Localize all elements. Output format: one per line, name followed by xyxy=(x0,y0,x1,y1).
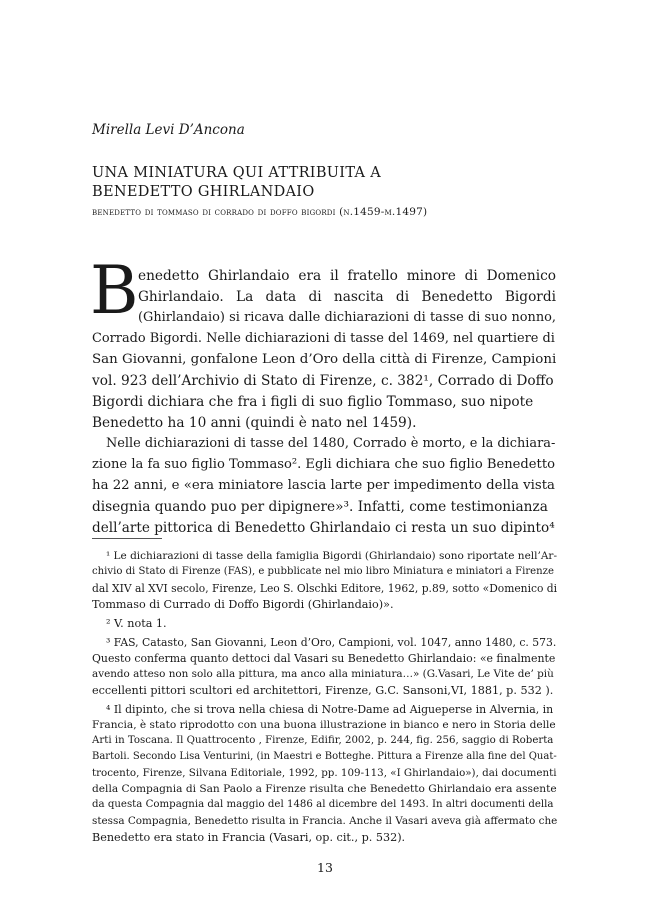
body-line: Nelle dichiarazioni di tasse del 1480, Corrado è morto, e la dichiara- xyxy=(106,436,556,451)
footnote-separator xyxy=(92,538,162,539)
footnote-line: ³ FAS, Catasto, San Giovanni, Leon d’Oro, Campioni, vol. 1047, anno 1480, c. 573. xyxy=(106,636,557,649)
footnote-line: trocento, Firenze, Silvana Editoriale, 1992, pp. 109-113, «I Ghirlandaio»), dai documenti xyxy=(92,767,557,779)
article-title-line-1: UNA MINIATURA QUI ATTRIBUITA A xyxy=(92,165,381,181)
page-number: 13 xyxy=(317,860,333,875)
body-line: San Giovanni, gonfalone Leon d’Oro della città di Firenze, Campioni xyxy=(92,352,557,367)
footnote-line: Francia, è stato riprodotto con una buona illustrazione in bianco e nero in Storia delle xyxy=(92,719,556,731)
footnote-line: chivio di Stato di Firenze (FAS), e pubblicate nel mio libro Miniatura e miniatori a Firenze xyxy=(92,566,554,577)
footnote-line: Questo conferma quanto dettoci dal Vasari su Benedetto Ghirlandaio: «e finalmente xyxy=(92,652,556,665)
body-line: Bigordi dichiara che fra i figli di suo figlio Tommaso, suo nipote xyxy=(92,394,534,410)
footnote-line: ² V. nota 1. xyxy=(106,617,167,630)
footnote-line: ⁴ Il dipinto, che si trova nella chiesa di Notre-Dame ad Aiguеperse in Alvernia, in xyxy=(106,703,554,716)
body-line: zione la fa suo figlio Tommaso². Egli dichiara che suo figlio Benedetto xyxy=(92,457,555,472)
article-title-line-2: BENEDETTO GHIRLANDAIO xyxy=(92,184,315,200)
footnote-line: della Compagnia di San Paolo a Firenze risulta che Benedetto Ghirlandaio era assente xyxy=(92,783,557,795)
body-line: disegnia quando puo per dipignere»³. Infatti, come testimonianza xyxy=(92,499,548,515)
body-line: enedetto Ghirlandaio era il fratello minore di Domenico xyxy=(138,268,556,284)
footnote-line: da questa Compagnia dal maggio del 1486 al dicembre del 1493. In altri documenti della xyxy=(92,799,554,810)
footnote-line: Tommaso di Currado di Doffo Bigordi (Ghirlandaio)». xyxy=(92,598,394,611)
body-line: ha 22 anni, e «era miniatore lascia larte per impedimento della vista xyxy=(92,478,555,493)
footnote-line: Arti in Toscana. Il Quattrocento , Firenze, Edifir, 2002, p. 244, fig. 256, saggio di Roberta xyxy=(92,735,554,746)
author-name: Mirella Levi D’Ancona xyxy=(92,122,245,138)
footnote-line: Benedetto era stato in Francia (Vasari, op. cit., p. 532). xyxy=(92,831,406,844)
body-line: Corrado Bigordi. Nelle dichiarazioni di tasse del 1469, nel quartiere di xyxy=(92,331,555,346)
footnote-line: ¹ Le dichiarazioni di tasse della famiglia Bigordi (Ghirlandaio) sono riportate nell’Ar- xyxy=(106,550,557,562)
footnote-line: stessa Compagnia, Benedetto risulta in Francia. Anche il Vasari aveva già affermato che xyxy=(92,815,558,827)
drop-cap: B xyxy=(90,252,139,329)
footnote-line: dal XIV al XVI secolo, Firenze, Leo S. Olschki Editore, 1962, p.89, sotto «Domenico di xyxy=(92,582,558,595)
footnote-line: Bartoli. Secondo Lisa Venturini, (in Maestri e Botteghe. Pittura a Firenze alla fine del Quat- xyxy=(92,751,557,762)
article-subtitle: benedetto di tommaso di corrado di doffo bigordi (n.1459-m.1497) xyxy=(92,206,428,218)
body-line: (Ghirlandaio) si ricava dalle dichiarazioni di tasse di suo nonno, xyxy=(138,310,556,325)
footnote-line: eccellenti pittori scultori ed architettori, Firenze, G.C. Sansoni,VI, 1881, p. 532 ). xyxy=(92,684,554,697)
footnote-line: avendo atteso non solo alla pittura, ma anco alla miniatura…» (G.Vasari, Le Vite de’ più xyxy=(92,668,554,680)
body-line: vol. 923 dell’Archivio di Stato di Firenze, c. 382¹, Corrado di Doffo xyxy=(92,373,554,389)
body-line: dell’arte pittorica di Benedetto Ghirlandaio ci resta un suo dipinto⁴ xyxy=(92,520,555,536)
body-line: Benedetto ha 10 anni (quindi è nato nel 1459). xyxy=(92,415,417,431)
body-line: Ghirlandaio. La data di nascita di Benedetto Bigordi xyxy=(138,289,556,305)
